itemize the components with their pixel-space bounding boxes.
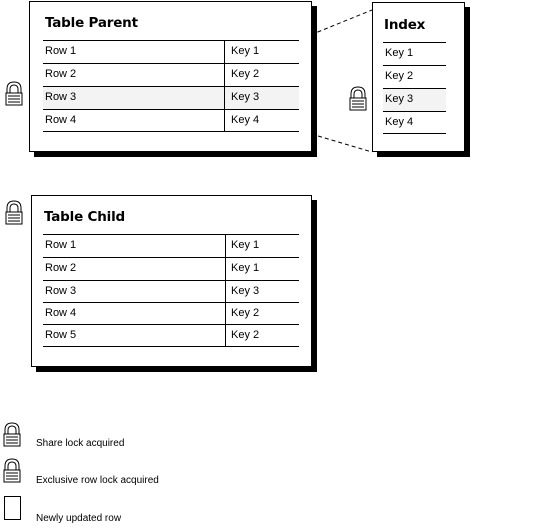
parent-row-4-label: Row 4 — [45, 114, 77, 126]
child-row-2 — [43, 257, 299, 280]
parent-row-2-key: Key 2 — [231, 68, 260, 80]
index-key-1: Key 1 — [385, 47, 414, 59]
parent-row-1-label: Row 1 — [45, 45, 77, 57]
child-row-5-key: Key 2 — [231, 329, 260, 341]
legend-exclusive-lock-label: Exclusive row lock acquired — [36, 475, 159, 486]
column-divider — [225, 325, 226, 346]
parent-row-4 — [43, 109, 299, 132]
child-row-1-label: Row 1 — [45, 239, 77, 251]
parent-row-3-label: Row 3 — [45, 91, 77, 103]
child-row-2-label: Row 2 — [45, 262, 77, 274]
column-divider — [225, 258, 226, 280]
column-divider — [225, 281, 226, 303]
parent-row-4-key: Key 4 — [231, 114, 260, 126]
parent-row-1-key: Key 1 — [231, 45, 260, 57]
index-key-2: Key 2 — [385, 70, 414, 82]
child-row-1 — [43, 234, 299, 257]
child-row-3 — [43, 280, 299, 303]
child-row-2-key: Key 1 — [231, 262, 260, 274]
child-row-1-key: Key 1 — [231, 239, 260, 251]
parent-row-2-label: Row 2 — [45, 68, 77, 80]
legend-share-lock-label: Share lock acquired — [36, 438, 125, 449]
column-divider — [224, 110, 225, 131]
index-row-3 — [383, 88, 446, 111]
child-row-5-label: Row 5 — [45, 329, 77, 341]
share-lock-icon — [5, 81, 23, 106]
child-row-3-key: Key 3 — [231, 285, 260, 297]
index-key-4: Key 4 — [385, 116, 414, 128]
index-key-3: Key 3 — [385, 93, 414, 105]
updated-row-swatch — [4, 496, 21, 520]
table-child-panel — [31, 195, 312, 367]
index-panel — [372, 2, 465, 152]
legend-updated-row-label: Newly updated row — [36, 513, 122, 524]
column-divider — [225, 303, 226, 325]
index-row-4 — [383, 111, 446, 134]
child-row-4 — [43, 302, 299, 325]
share-lock-icon — [349, 86, 367, 111]
parent-row-2 — [43, 63, 299, 86]
child-row-5 — [43, 324, 299, 347]
column-divider — [224, 41, 225, 63]
table-parent-panel — [29, 1, 312, 152]
parent-row-1 — [43, 40, 299, 63]
index-title: Index — [384, 17, 426, 33]
child-row-4-key: Key 2 — [231, 307, 260, 319]
parent-row-3-key: Key 3 — [231, 91, 260, 103]
index-row-2 — [383, 65, 446, 88]
column-divider — [225, 235, 226, 257]
index-row-1 — [383, 42, 446, 65]
parent-row-3 — [43, 86, 299, 109]
child-row-4-label: Row 4 — [45, 307, 77, 319]
table-parent-title: Table Parent — [45, 15, 138, 31]
share-lock-icon — [3, 422, 21, 447]
exclusive-lock-icon — [3, 458, 21, 483]
column-divider — [224, 64, 225, 86]
table-child-title: Table Child — [44, 209, 125, 225]
child-row-3-label: Row 3 — [45, 285, 77, 297]
column-divider — [224, 87, 225, 109]
share-lock-icon — [5, 200, 23, 225]
